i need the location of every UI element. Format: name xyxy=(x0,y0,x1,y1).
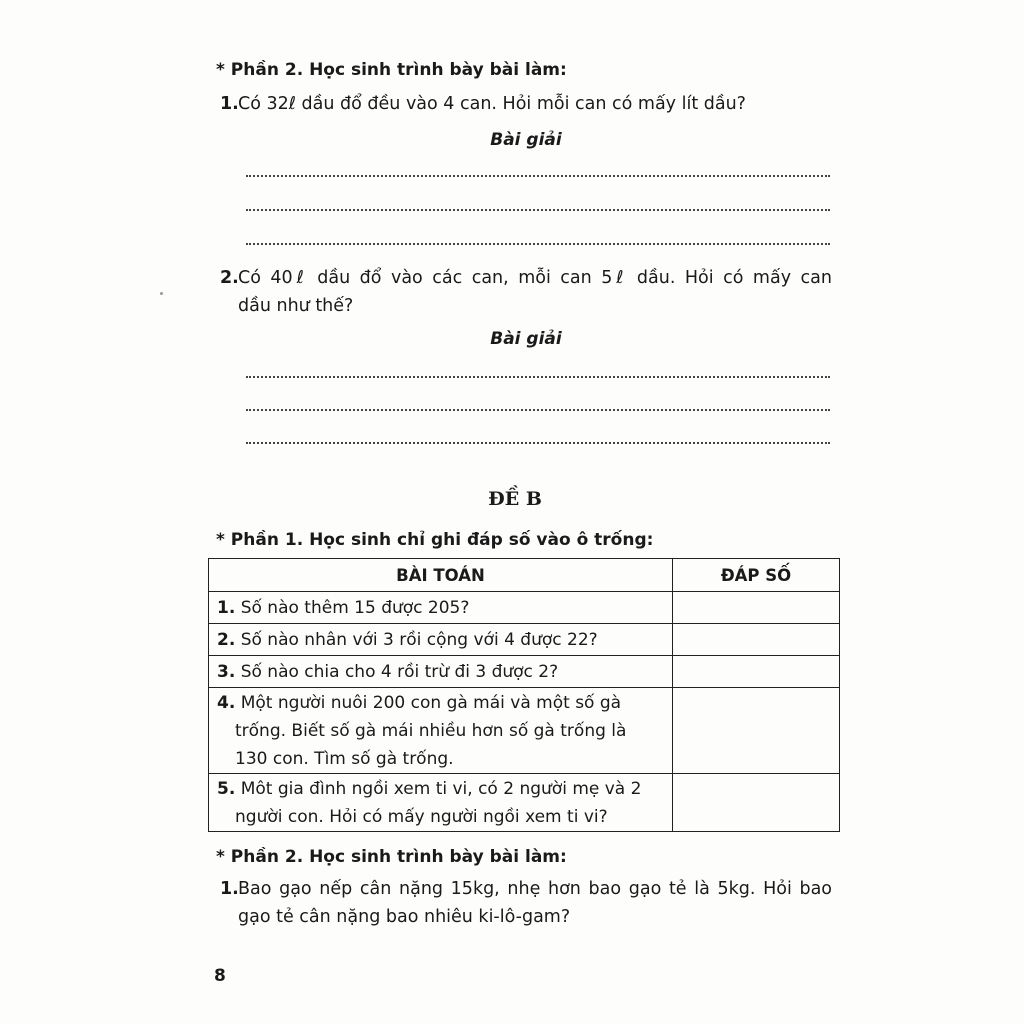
table-row xyxy=(209,656,840,688)
question-1-text: Có 32ℓ dầu đổ đều vào 4 can. Hỏi mỗi can có mấy lít dầu? xyxy=(238,94,746,114)
table-row xyxy=(209,688,840,774)
exam-b-title: ĐỀ B xyxy=(488,488,542,510)
answer-line[interactable] xyxy=(246,243,830,245)
problem-text-line-2: người con. Hỏi có mấy người ngồi xem ti vi? xyxy=(235,806,608,827)
problem-text-line-1: Môt gia đình ngồi xem ti vi, có 2 người mẹ và 2 xyxy=(240,778,642,799)
row-number: 3. xyxy=(217,661,236,682)
answer-cell[interactable] xyxy=(673,624,840,656)
answer-cell[interactable] xyxy=(673,592,840,624)
table-header-row xyxy=(209,559,840,592)
problem-cell xyxy=(209,624,673,656)
answer-line[interactable] xyxy=(246,209,830,211)
page-number: 8 xyxy=(214,966,226,986)
row-number: 2. xyxy=(217,629,236,650)
column-header-problem: BÀI TOÁN xyxy=(209,559,673,592)
question-b-1-text xyxy=(220,875,832,931)
answer-line[interactable] xyxy=(246,175,830,177)
solution-title-1: Bài giải xyxy=(490,130,562,150)
question-1 xyxy=(220,90,820,118)
problem-cell xyxy=(209,774,673,832)
part1-heading: * Phần 1. Học sinh chỉ ghi đáp số vào ô trống: xyxy=(216,530,654,550)
answer-line[interactable] xyxy=(246,409,830,411)
problem-text-line-2: trống. Biết số gà mái nhiều hơn số gà trống là xyxy=(235,720,627,741)
table-row xyxy=(209,624,840,656)
question-b-1-number: 1. xyxy=(220,879,239,899)
row-number: 5. xyxy=(217,778,236,799)
row-number: 1. xyxy=(217,597,236,618)
answer-cell[interactable] xyxy=(673,656,840,688)
question-2-line-2: dầu như thế? xyxy=(238,296,354,316)
problem-text: Số nào nhân với 3 rồi cộng với 4 được 22? xyxy=(240,629,598,650)
answer-line[interactable] xyxy=(246,442,830,444)
question-b-1-line-1: Bao gạo nếp cân nặng 15kg, nhẹ hơn bao gạo tẻ là 5kg. Hỏi bao xyxy=(238,879,832,899)
question-2-line-1: Có 40ℓ dầu đổ vào các can, mỗi can 5ℓ dầu. Hỏi có mấy can xyxy=(238,268,832,288)
scan-speck xyxy=(160,292,163,295)
problem-cell xyxy=(209,592,673,624)
question-b-1 xyxy=(220,875,832,931)
column-header-answer: ĐÁP SỐ xyxy=(673,559,840,592)
solution-title-2: Bài giải xyxy=(490,329,562,349)
problem-text-line-3: 130 con. Tìm số gà trống. xyxy=(235,748,454,769)
question-2-number: 2. xyxy=(220,268,239,288)
table-row xyxy=(209,774,840,832)
problem-text-line-1: Một người nuôi 200 con gà mái và một số gà xyxy=(240,692,622,713)
answer-cell[interactable] xyxy=(673,688,840,774)
answer-cell[interactable] xyxy=(673,774,840,832)
question-1-number: 1. xyxy=(220,94,239,114)
problem-cell xyxy=(209,656,673,688)
part2-heading: * Phần 2. Học sinh trình bày bài làm: xyxy=(216,60,567,80)
answer-table xyxy=(208,558,840,832)
question-b-1-line-2: gạo tẻ cân nặng bao nhiêu ki-lô-gam? xyxy=(238,907,571,927)
part2-heading-b: * Phần 2. Học sinh trình bày bài làm: xyxy=(216,847,567,867)
question-2 xyxy=(220,264,832,320)
table-row xyxy=(209,592,840,624)
answer-line[interactable] xyxy=(246,376,830,378)
row-number: 4. xyxy=(217,692,236,713)
question-2-text xyxy=(220,264,832,320)
problem-text: Số nào chia cho 4 rồi trừ đi 3 được 2? xyxy=(240,661,559,682)
problem-cell xyxy=(209,688,673,774)
problem-text: Số nào thêm 15 được 205? xyxy=(240,597,470,618)
